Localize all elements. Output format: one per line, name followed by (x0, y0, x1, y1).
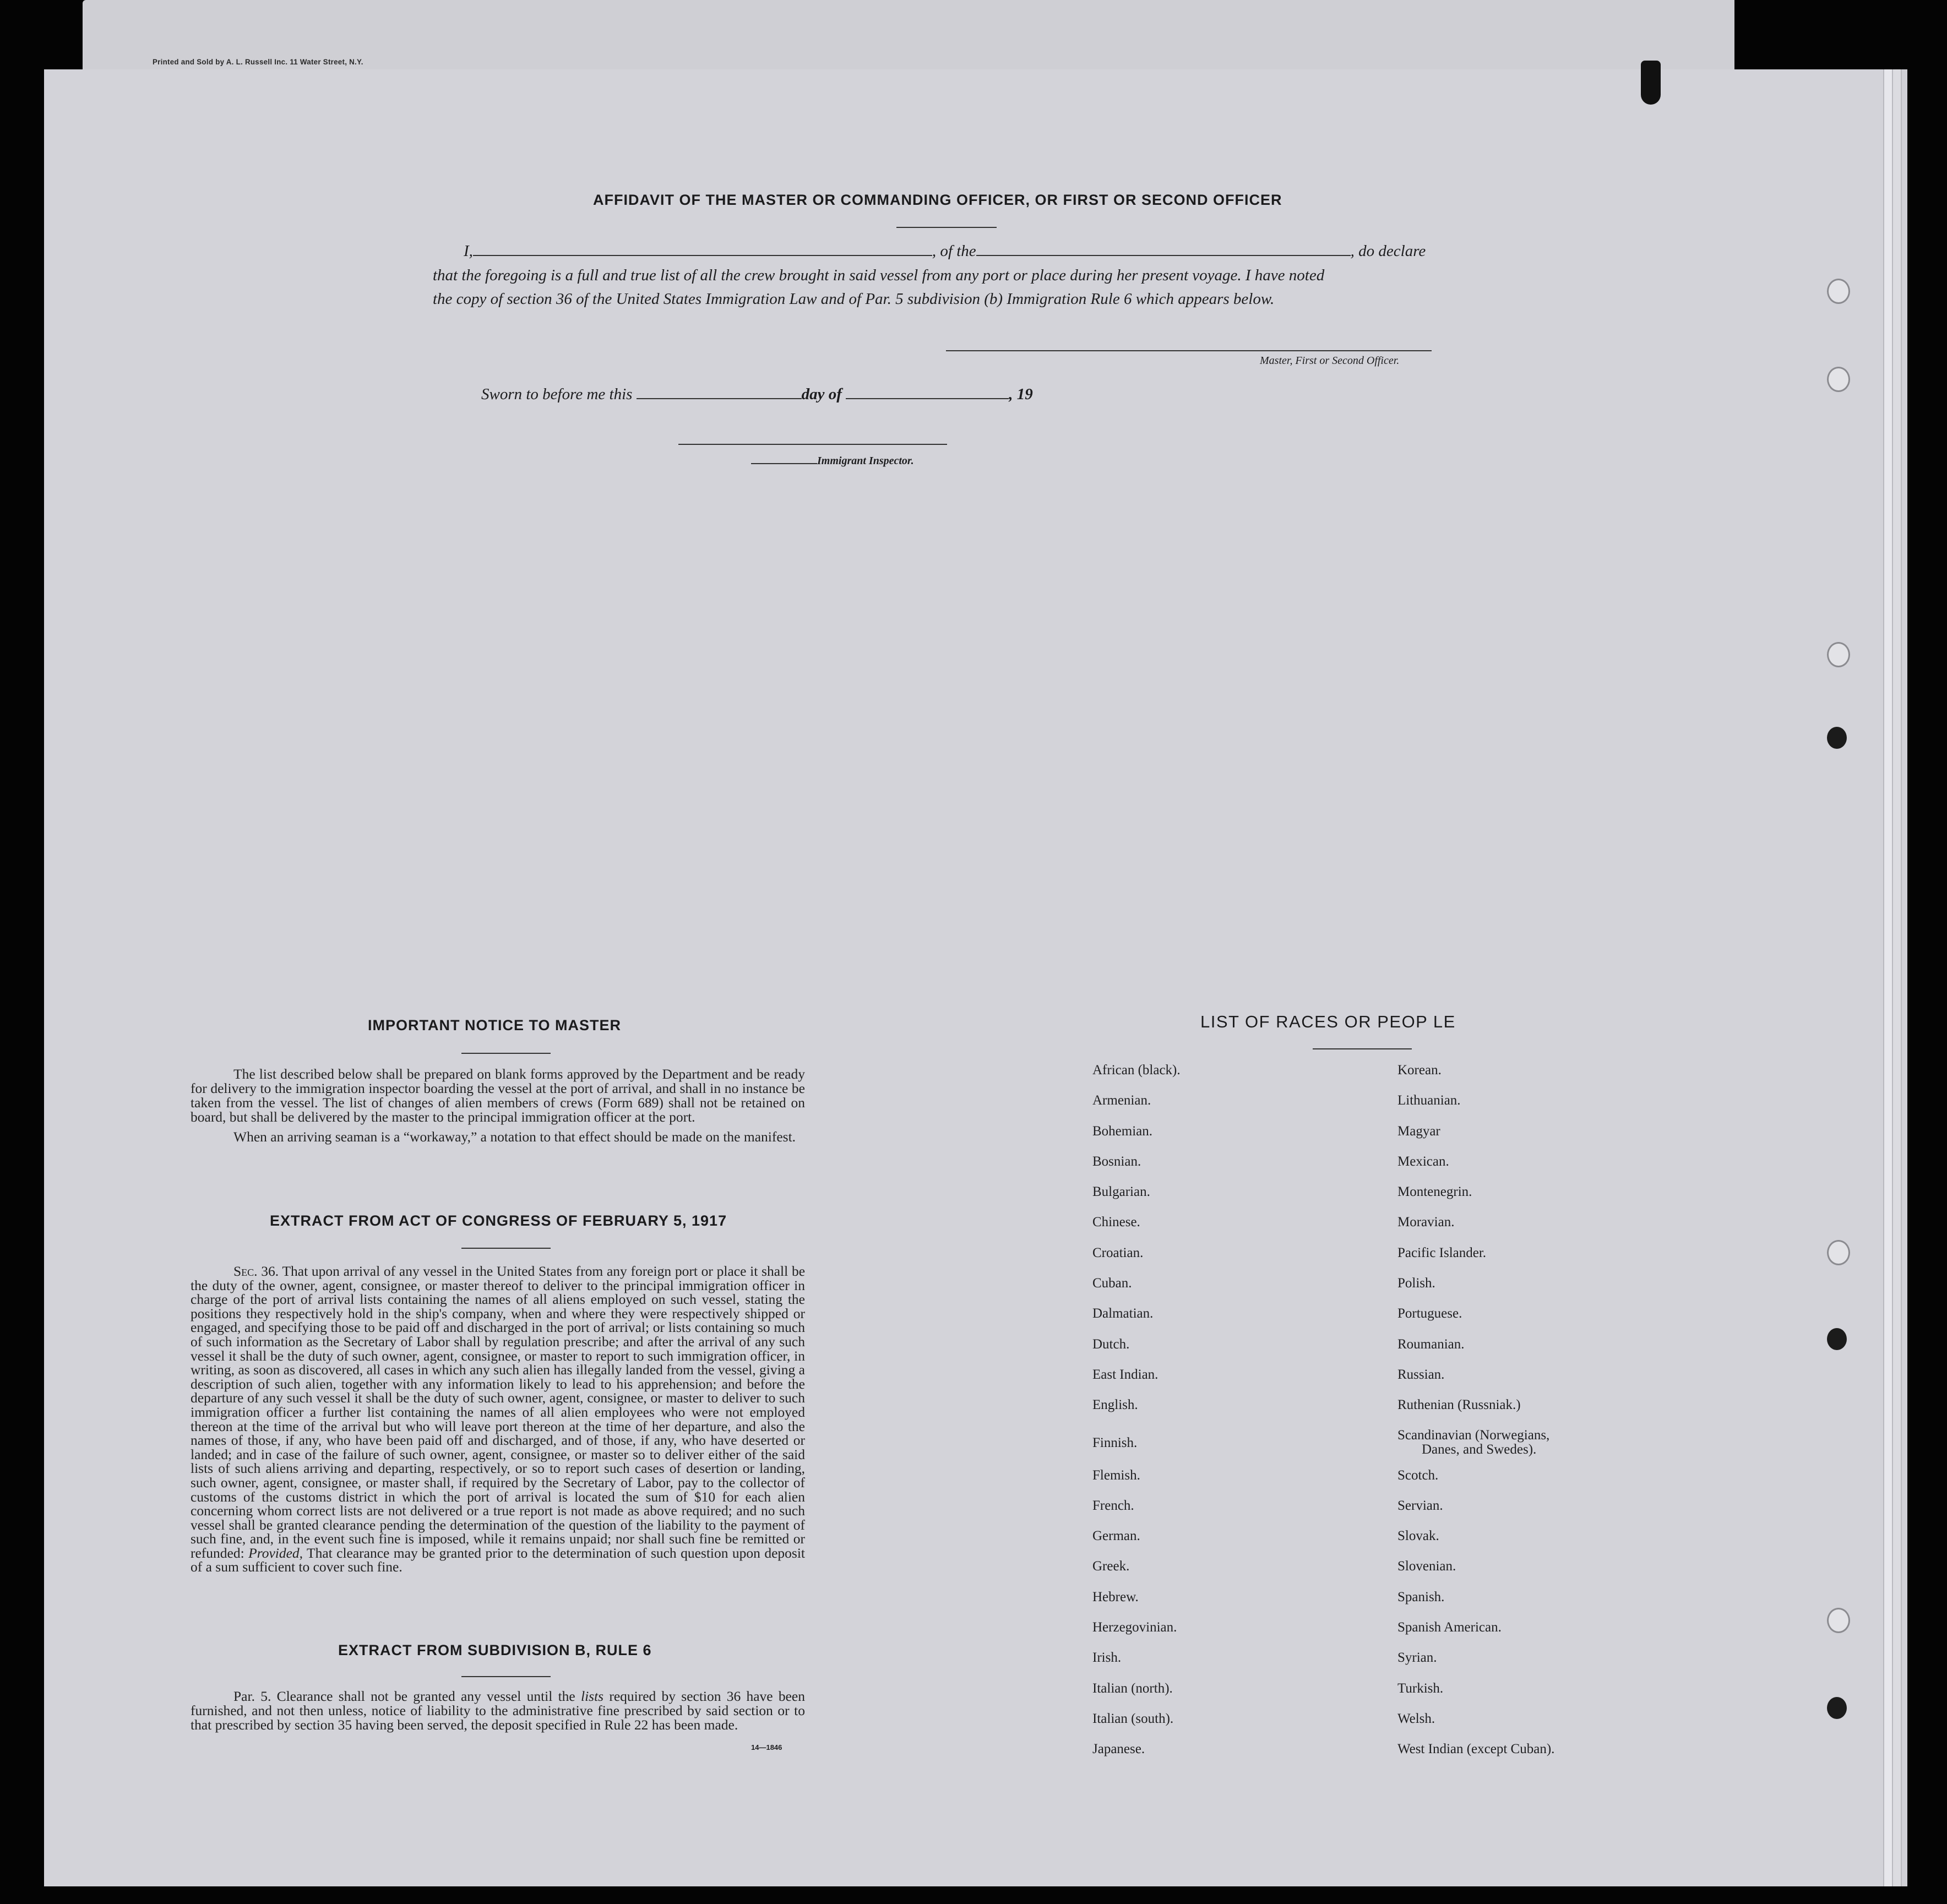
inspector-signature-line[interactable] (678, 444, 947, 445)
rule-6-text: Par. 5. Clearance shall not be granted any vessel until the lists required by section 36 have been furnished, and not then unless, notice of liability to the administrative fine prescribed by said section or to that prescribed by section 35 having been served, the deposit specified in Rule 22 has been made. (191, 1688, 805, 1733)
race-item: Croatian. (1092, 1245, 1144, 1260)
vessel-field[interactable] (976, 255, 1351, 256)
day-of-label: day of (801, 385, 842, 403)
master-signature-label: Master, First or Second Officer. (1260, 355, 1400, 367)
race-item: Portuguese. (1397, 1306, 1462, 1321)
race-item: Spanish. (1397, 1589, 1445, 1604)
race-item: Armenian. (1092, 1093, 1151, 1108)
race-item: Mexican. (1397, 1154, 1449, 1169)
extract-act-title: EXTRACT FROM ACT OF CONGRESS OF FEBRUARY 5, 1917 (270, 1212, 727, 1229)
race-item: Roumanian. (1397, 1336, 1465, 1352)
race-item: Korean. (1397, 1063, 1442, 1078)
year-label: , 19 (1009, 385, 1033, 403)
race-item: Chinese. (1092, 1215, 1140, 1230)
divider (461, 1248, 551, 1249)
divider (461, 1676, 551, 1677)
sec-36-body-end: That clearance may be granted prior to the determination of such question upon deposit of a sum sufficient to cover such fine. (191, 1544, 805, 1575)
race-item: Montenegrin. (1397, 1184, 1472, 1200)
races-right-column (1397, 1063, 1673, 1772)
races-left-column (1092, 1063, 1368, 1772)
master-signature-line[interactable] (946, 350, 1432, 351)
race-item: Ruthenian (Russniak.) (1397, 1397, 1521, 1413)
inspector-label: Immigrant Inspector. (751, 455, 914, 467)
sworn-label: Sworn to before me this (481, 385, 633, 403)
race-item: Spanish American. (1397, 1620, 1502, 1635)
race-item: Cuban. (1092, 1276, 1132, 1291)
binder-hole (1827, 727, 1847, 749)
race-item: Japanese. (1092, 1742, 1145, 1757)
affidavit-title: AFFIDAVIT OF THE MASTER OR COMMANDING OFFICER, OR FIRST OR SECOND OFFICER (593, 192, 1282, 208)
divider (461, 1053, 551, 1054)
sec-label: Sec. 36. (233, 1263, 279, 1279)
binder-hole (1827, 1608, 1850, 1633)
race-item: Irish. (1092, 1650, 1122, 1666)
race-item: Flemish. (1092, 1467, 1140, 1483)
race-item: Polish. (1397, 1276, 1435, 1291)
race-item: Scandinavian (Norwegians, Danes, and Swedes). (1397, 1428, 1673, 1468)
of-the-label: , of the (932, 242, 976, 260)
race-item: African (black). (1092, 1063, 1181, 1078)
divider (896, 227, 997, 228)
race-item: Turkish. (1397, 1680, 1444, 1696)
race-item: Dutch. (1092, 1336, 1130, 1352)
race-item: East Indian. (1092, 1367, 1159, 1382)
race-item: Russian. (1397, 1367, 1445, 1382)
sworn-day-field[interactable] (637, 398, 802, 399)
race-item: Magyar (1397, 1123, 1440, 1139)
race-item: Bohemian. (1092, 1123, 1153, 1139)
page-edge (1883, 69, 1892, 1886)
race-item: German. (1092, 1528, 1140, 1544)
sec-36-body: That upon arrival of any vessel in the United States from any foreign port or place it shall be the duty of the owner, agent, consignee, or master thereof to deliver to the principal immigration officer in charge of the port of arrival lists containing the names of all aliens employed on such vessel, stating the positions they respectively hold in the ship's company, when and where they were respectively shipped or engaged, and specifying those to be paid off and discharged in the port of arrival; or lists containing so much of such information as the Secretary of Labor shall by regulation prescribe; and after the arrival of any such vessel it shall be the duty of such owner, agent, consignee, or master to report to such immigration officer, in writing, as soon as discovered, all cases in which any such alien has illegally landed from the vessel, giving a description of such alien, together with any information likely to lead to his apprehension; and before the departure of any such vessel it shall be the duty of such owner, agent, consignee, or master to deliver to such immigration officer a further list containing the names of all alien employees who were not employed thereon at the time of the arrival but who will leave port thereon at the time of her departure, and also the names of those, if any, who have been paid off and discharged, and of those, if any, who have deserted or landed; and in case of the failure of such owner, agent, consignee, or master so to deliver either of the said lists of such aliens arriving and departing, respectively, or so to report such cases of desertion or landing, such owner, agent, consignee, or master shall, if required by the Secretary of Labor, pay to the collector of customs of the customs district in which the port of arrival is located the sum of $10 for each alien concerning whom correct lists are not delivered or a true report is not made as above required; and no such vessel shall be granted clearance pending the determination of the question of the liability to the payment of such fine, and, in the event such fine is imposed, while it remains unpaid; nor shall such fine be remitted or refunded: (191, 1263, 806, 1561)
binder-hole (1827, 1328, 1847, 1350)
i-label: I, (464, 242, 473, 260)
binder-hole (1827, 642, 1850, 667)
race-item: Italian (south). (1092, 1711, 1174, 1726)
name-field[interactable] (473, 255, 932, 256)
section-36-text (191, 1264, 805, 1574)
notice-paragraph-2: When an arriving seaman is a “workaway,” a notation to that effect should be made on the manifest. (233, 1129, 796, 1145)
race-item: Moravian. (1397, 1215, 1455, 1230)
race-item: Welsh. (1397, 1711, 1435, 1726)
races-title: LIST OF RACES OR PEOP LE (1200, 1012, 1456, 1031)
race-item: Herzegovinian. (1092, 1620, 1177, 1635)
divider (1313, 1048, 1412, 1049)
printer-credit: Printed and Sold by A. L. Russell Inc. 11 Water Street, N.Y. (153, 57, 363, 66)
race-item: French. (1092, 1498, 1134, 1513)
lists-word: lists (580, 1688, 604, 1704)
binder-hole (1827, 279, 1850, 304)
race-item: Pacific Islander. (1397, 1245, 1487, 1260)
page-edge (1892, 69, 1901, 1886)
do-declare-label: , do declare (1350, 242, 1426, 260)
declaration-line-2: that the foregoing is a full and true list of all the crew brought in said vessel from any port or place during her present voyage. I have noted (433, 266, 1325, 284)
race-item: Scotch. (1397, 1467, 1439, 1483)
declaration-line (464, 242, 1426, 260)
binder-hole (1827, 1697, 1847, 1719)
binder-hole (1827, 367, 1850, 392)
race-item: Italian (north). (1092, 1680, 1173, 1696)
form-number: 14—1846 (751, 1743, 782, 1751)
declaration-line-3: the copy of section 36 of the United States Immigration Law and of Par. 5 subdivision (b) Immigration Rule 6 which appears below. (433, 290, 1275, 308)
race-item: Bulgarian. (1092, 1184, 1150, 1200)
notice-paragraph-1: The list described below shall be prepared on blank forms approved by the Department and be ready for delivery to the immigration inspector boarding the vessel at the port of arrival, and shall in no instance be taken from the vessel. The list of changes of alien members of crews (Form 689) shall not be retained on board, but shall be delivered by the master to the principal immigration officer at the port. (191, 1066, 805, 1125)
race-item: West Indian (except Cuban). (1397, 1742, 1555, 1757)
race-item: Finnish. (1092, 1435, 1138, 1450)
race-item: Syrian. (1397, 1650, 1437, 1666)
sworn-line (481, 385, 1033, 404)
notice-body (191, 1067, 805, 1144)
race-item: Greek. (1092, 1559, 1130, 1574)
page-edge (1901, 69, 1907, 1886)
race-item: Hebrew. (1092, 1589, 1139, 1604)
race-item: Bosnian. (1092, 1154, 1141, 1169)
binder-clip (1641, 61, 1661, 105)
notice-title: IMPORTANT NOTICE TO MASTER (368, 1017, 621, 1033)
race-item: English. (1092, 1397, 1138, 1413)
sworn-month-field[interactable] (846, 398, 1009, 399)
race-item-continuation: Danes, and Swedes). (1422, 1441, 1537, 1457)
extract-rule-title: EXTRACT FROM SUBDIVISION B, RULE 6 (338, 1642, 652, 1658)
race-item: Servian. (1397, 1498, 1443, 1513)
race-item: Lithuanian. (1397, 1093, 1461, 1108)
race-item: Dalmatian. (1092, 1306, 1154, 1321)
race-item: Slovenian. (1397, 1559, 1456, 1574)
provided-word: Provided, (248, 1544, 303, 1561)
binder-hole (1827, 1240, 1850, 1265)
race-item: Slovak. (1397, 1528, 1439, 1544)
